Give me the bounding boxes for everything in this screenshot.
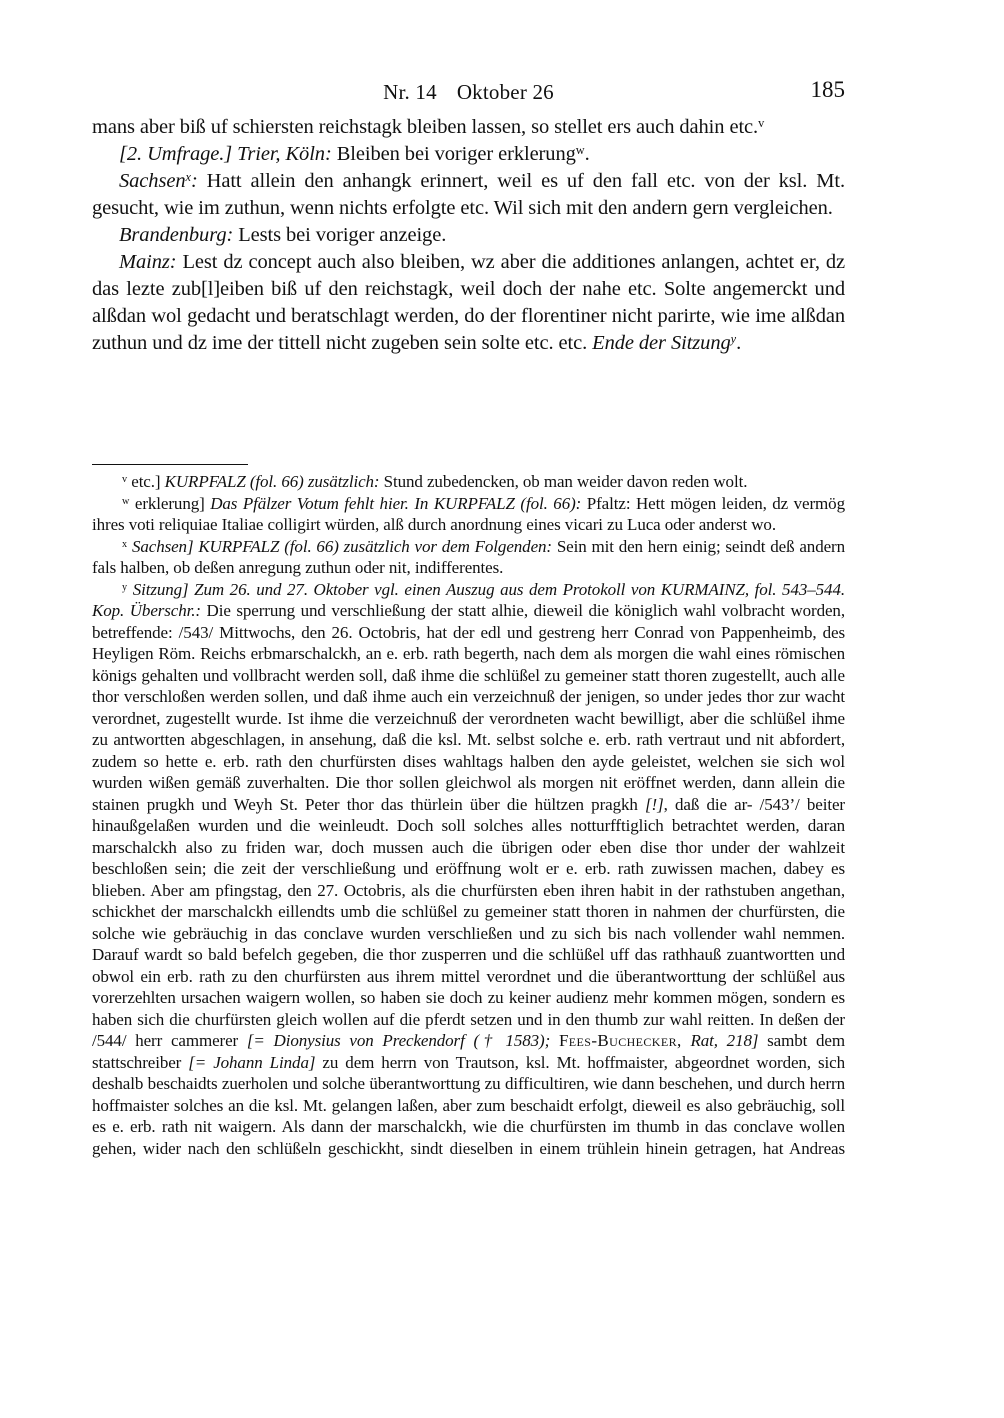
text-segment: , daß die ar- /543’/ beiter hinaußgelaßen wurden und die weinleudt. Doch soll solches alles notturfftiglich betrachtet werden, daran marschalckh also zu friden war, doch mussen auch die übrigen oder eben dise thor under der wahlzeit beschloßen sein; die zeit der verschließung und eröffnung wolt er e. erb. rath zuwissen machen, dabey es blieben. Aber am pfingstag, den 27. Octobris, als die churfürsten eben ihren habit in der rathstuben angethan, schickhet der marschalckh eillendts umb die schlüßel zu gemeiner statt thoren in nahmen der churfürsten, die solche wie gebräuchig in das conclave wurden verschließen und zu sich bis nach vollender wahl nemmen. Darauf wardt so bald befelch gegeben, die thor zusperren und die schlüßel uff das rathhauß zuantwortten und obwol ein erb. rath zu den churfürsten aus ihrem mittel verordnet und die überantworttung der schlüßel aus vorerzehlten ursachen waigern wollen, so haben sie doch zu keiner audienz mehr kommen mögen, sondern es haben sich die churfürsten gleich wollen auf die pferdt setzen und in den thumb zur wahl reitten. In deßen der /544/ herr cammerer: [92, 794, 845, 1050]
footnote: [92, 493, 845, 536]
text-segment: sambt dem stattschreiber: [92, 1031, 846, 1072]
footnote-marker: v: [758, 116, 765, 131]
text-segment: Pfaltz: Hett mögen leiden, dz vermög ihres voti reliquiae Italiae colligirt würden, alß durch anordnung eines vicari zu Luca oder anderst wo.: [92, 493, 845, 534]
footnotes-block: [92, 471, 845, 1159]
document-number: Nr. 14: [383, 80, 437, 104]
text-segment: Rat, 218]: [690, 1031, 759, 1050]
text-segment: Brandenburg:: [119, 224, 234, 246]
text-segment: [550, 1031, 559, 1050]
footnote-marker: y: [730, 332, 737, 347]
footnote-marker: y: [122, 581, 128, 593]
text-segment: Sitzung] Zum 26. und 27. Oktober vgl. einen Auszug aus dem Protokoll von KURMAINZ, fol. 543–544. Kop. Überschr.:: [92, 579, 845, 620]
text-segment: [2. Umfrage.] Trier, Köln:: [119, 143, 332, 165]
footnote-separator: [92, 464, 248, 465]
text-segment: Bleiben bei voriger erklerung: [331, 143, 576, 165]
text-segment: [!]: [645, 794, 664, 814]
paragraph: [92, 141, 845, 168]
text-segment: Sein mit den hern einig; seindt deß andern fals halben, ob deßen anregung zuthun oder nit, indifferentes.: [92, 536, 846, 577]
text-segment: Das Pfälzer Votum fehlt hier. In KURPFALZ (fol. 66):: [210, 493, 582, 513]
document-date: Oktober 26: [456, 80, 554, 104]
text-segment: [= Johann Linda]: [188, 1052, 316, 1072]
text-segment: erklerung]: [129, 493, 211, 513]
footnote: [92, 536, 845, 579]
text-segment: zu dem herrn von Trautson, ksl. Mt. hoffmaister, abgeordnet worden, sich deshalb beschaidts zuerholen und solche überantworttung zu difficultiren, wie dann beschehen, und durch herrn hoffmaister solches an die ksl. Mt. gelangen laßen, aber zum beschaidt erfolgt, dieweil es also gebräuchig, soll es e. erb. rath nit waigern. Als dann der marschalckh, wie die churfürsten im thumb in das conclave wollen gehen, wider nach den schlüßeln geschickht, sindt dieselben in einem trühlein hinein getragen, hat Andreas: [92, 1052, 845, 1158]
paragraph: [92, 249, 845, 357]
running-header: [92, 77, 845, 108]
text-segment: Mainz:: [119, 251, 177, 273]
text-segment: Lests bei voriger anzeige.: [233, 224, 447, 246]
paragraph: [92, 114, 845, 141]
text-segment: etc.]: [127, 472, 165, 491]
text-segment: Fees-Buchecker,: [558, 1031, 682, 1050]
text-segment: mans aber biß uf schiersten reichstagk bleiben lassen, so stellet ers auch dahin etc.: [92, 116, 759, 138]
footnote-marker: w: [575, 143, 585, 158]
paragraph: [92, 168, 845, 222]
text-segment: Sachsen] KURPFALZ (fol. 66) zusätzlich vor dem Folgenden:: [131, 536, 552, 556]
page-number: 185: [810, 77, 845, 102]
text-segment: Die sperrung und verschließung der statt alhie, dieweil die königlich wahl volbracht worden, betreffende: /543/ Mittwochs, den 26. Octobris, hat der edl und gestreng herr Conrad von Pappenheimb, des Heyligen Röm. Reichs erbmarschalckh, an e. erb. rath begerth, nach dem als morgen die wahl eines römischen königs gehalten und vollbracht werden soll, daß ihme die schlüßel zu gemeiner statt thoren zugestellt, auch alle thor verschloßen werden sollen, und daß ihme auch ein verzeichnuß der jenigen, so under jedes thor zur wacht verordnet, zugestellt wurde. Ist ihme die verzeichnuß der verordneten wacht bewilligt, aber die schlüßel ihme zu antwortten abgeschlagen, in ansehung, daß die ksl. Mt. selbst solche e. erb. rath vertraut und nit abfordert, zudem so hette e. erb. rath den churfürsten dises wahltags halben den ayde geleistet, welchen sie sich wol wurden wißen gemäß zuverhalten. Die thor sollen gleichwol als morgen nit eröffnet werden, dann allein die stainen prugkh und Weyh St. Peter thor das thürlein über die hültzen pragkh: [92, 601, 845, 814]
text-segment: .: [584, 143, 590, 165]
footnote-marker: x: [185, 170, 191, 185]
footnote-marker: v: [122, 474, 128, 486]
header-caption: [92, 80, 845, 105]
footnote-marker: w: [122, 495, 130, 507]
text-segment: :: [190, 170, 198, 192]
main-text-block: [92, 114, 845, 357]
footnote: [92, 579, 845, 1160]
text-segment: Hatt allein den anhangk erinnert, weil es uf den fall etc. von der ksl. Mt. gesucht, wie im zuthun, wenn nichts erfolgte etc. Wil sich mit den andern gern vergleichen.: [92, 170, 845, 219]
footnote: [92, 471, 845, 493]
text-segment: Ende der Sitzung: [592, 332, 731, 354]
text-segment: [= Dionysius von Preckendorf († 1583);: [246, 1031, 551, 1050]
footnote-marker: x: [122, 538, 128, 550]
text-segment: Sachsen: [119, 170, 186, 192]
text-segment: Lest dz concept auch also bleiben, wz aber die additiones anlangen, achtet er, dz das lezte zub[l]eiben biß uf den reichstagk, weil doch der nahe etc. Solte angemerckt und alßdan wol gedacht und beratschlagt werden, do der florentiner nicht parirte, wie ime alßdan zuthun und dz ime der tittell nicht zugeben sein solte etc. etc.: [92, 251, 845, 354]
text-segment: .: [736, 332, 742, 354]
text-segment: KURPFALZ (fol. 66) zusätzlich:: [164, 472, 380, 491]
text-segment: Stund zubedencken, ob man weider davon reden wolt.: [379, 472, 748, 491]
paragraph: [92, 222, 845, 249]
